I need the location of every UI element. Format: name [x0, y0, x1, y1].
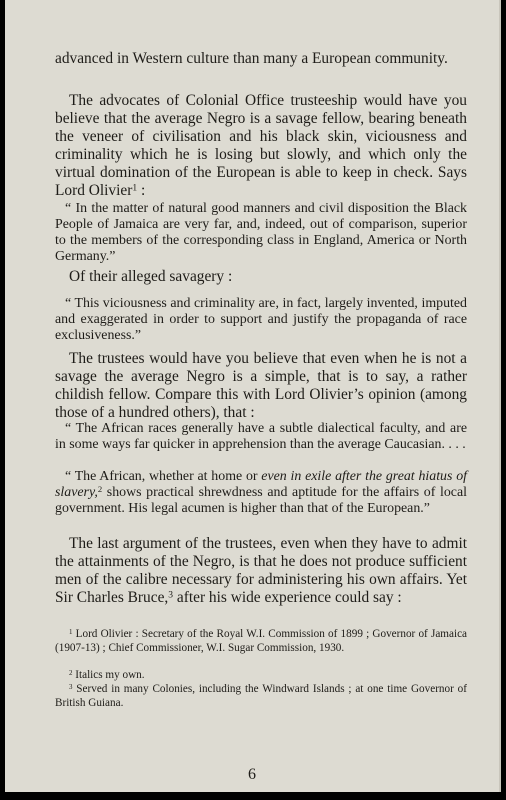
footnote-text: Lord Olivier : Secretary of the Royal W.I. Commission of 1899 ; Governor of Jamaica (1907-13) ; Chief Commissioner, W.I. Sugar Commission, 1930.	[55, 628, 467, 654]
paragraph-continuation: advanced in Western culture than many a European community.	[55, 50, 448, 67]
footnote-2	[55, 669, 467, 683]
paragraph-last-argument	[55, 535, 467, 607]
footnote-ref-2: 2	[97, 484, 103, 495]
paragraph-text: The advocates of Colonial Office trusteeship would have you believe that the average Negro is a savage fellow, bearing beneath the veneer of civilisation and his black skin, viciousness and criminality which he is losing but slowly, and which only the virtual domination of the European is able to keep in check. Says Lord Olivier	[55, 92, 467, 199]
paragraph-savagery: Of their alleged savagery :	[69, 268, 233, 285]
quote-italic-text: even in exile after the great hiatus of slavery,	[55, 469, 467, 500]
quote-african-races: “ The African races generally have a subtle dialectical faculty, and are in some ways far quicker in apprehension than the average Caucasian. . . .	[55, 421, 467, 452]
footnote-number: 3	[69, 682, 73, 691]
quote-viciousness: “ This viciousness and criminality are, in fact, largely invented, imputed and exaggerated in order to support and justify the propaganda of race exclusiveness.”	[55, 296, 467, 343]
page-number: 6	[248, 766, 256, 783]
footnote-3	[55, 683, 467, 710]
quote-text-end: shows practical shrewdness and aptitude for the affairs of local government. His legal acumen is higher than that of the European.”	[55, 485, 467, 516]
footnote-text: Served in many Colonies, including the Windward Islands ; at one time Governor of British Guiana.	[55, 683, 467, 709]
quote-good-manners: “ In the matter of natural good manners and civil disposition the Black People of Jamaica are very far, and, indeed, out of comparison, superior to the members of the corresponding class in England, America or North Germany.”	[55, 201, 467, 264]
footnote-1	[55, 628, 467, 655]
footnote-number: 2	[69, 668, 73, 677]
footnote-ref-3: 3	[168, 589, 174, 601]
quote-african-shrewdness	[55, 469, 467, 517]
paragraph-trusteeship	[55, 92, 467, 200]
footnote-number: 1	[69, 627, 73, 636]
footnote-ref-1: 1	[132, 182, 138, 194]
book-page	[5, 0, 501, 792]
paragraph-end: after his wide experience could say :	[173, 589, 402, 606]
paragraph-trustees-simple: The trustees would have you believe that even when he is not a savage the average Negro is a simple, that is to say, a rather childish fellow. Compare this with Lord Olivier’s opinion (among those of a hundred others), that :	[55, 350, 467, 421]
footnote-text: Italics my own.	[72, 669, 145, 681]
paragraph-end: :	[137, 182, 146, 199]
quote-text: “ The African, whether at home or	[65, 469, 262, 484]
paragraph-text: The last argument of the trustees, even when they have to admit the attainments of the Negro, is that he does not produce sufficient men of the calibre necessary for administering his own affairs. Yet Sir Charles Bruce,	[55, 535, 467, 606]
